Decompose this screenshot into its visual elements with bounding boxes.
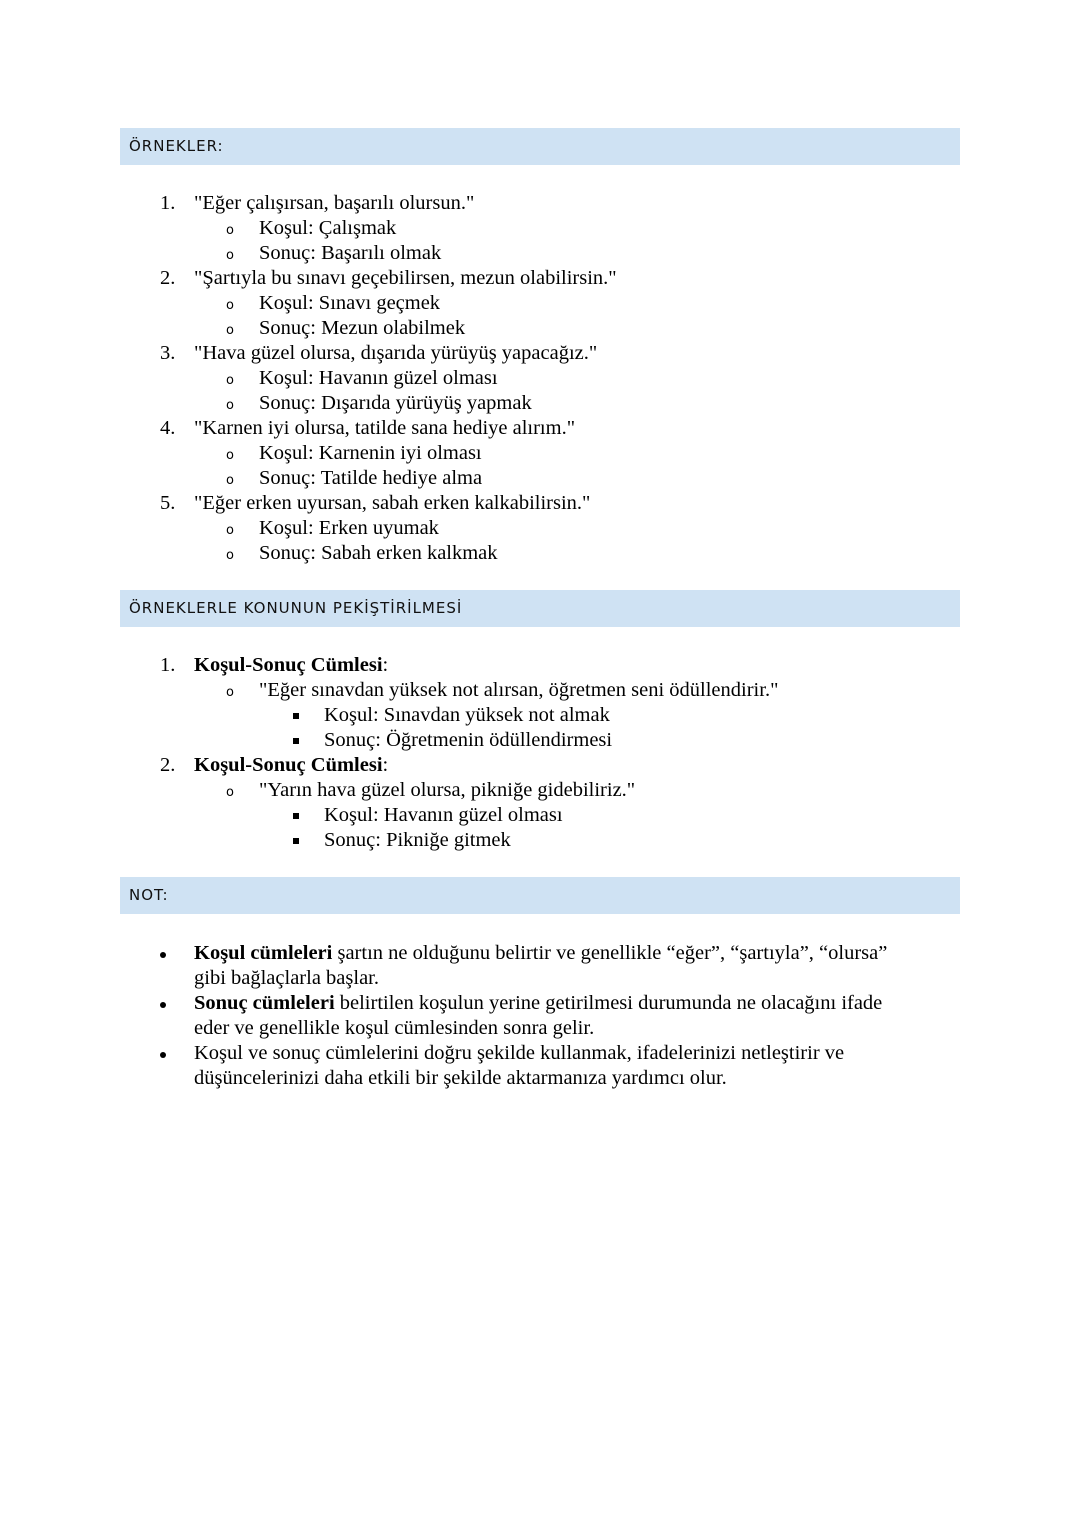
section-heading-not: NOT:	[120, 877, 960, 914]
list-item	[0, 491, 1080, 516]
item-number: 1.	[160, 192, 176, 214]
list-item: Sonuç cümleleri belirtilen koşulun yerine getirilmesi durumunda ne olacağını ifade	[0, 991, 1080, 1016]
section-heading-pekistirme: ÖRNEKLERLE KONUNUN PEKİŞTİRİLMESİ	[120, 590, 960, 627]
dot-bullet-icon	[160, 1002, 166, 1008]
sub-item-sonuc: o Sonuç: Mezun olabilmek	[0, 316, 1080, 341]
dot-bullet-icon	[160, 1052, 166, 1058]
example-sentence: "Şartıyla bu sınavı geçebilirsen, mezun olabilirsin."	[194, 267, 617, 289]
circle-bullet-icon: o	[226, 473, 234, 488]
list-item: Koşul cümleleri şartın ne olduğunu belirtir ve genellikle “eğer”, “şartıyla”, “olursa”	[0, 941, 1080, 966]
circle-bullet-icon: o	[226, 523, 234, 538]
example-sentence: "Hava güzel olursa, dışarıda yürüyüş yapacağız."	[194, 342, 598, 364]
item-number: 1.	[160, 654, 176, 676]
list-item	[0, 341, 1080, 366]
square-bullet-icon	[293, 813, 299, 819]
item-title: Koşul-Sonuç Cümlesi	[194, 654, 383, 676]
item-number: 4.	[160, 417, 176, 439]
circle-bullet-icon: o	[226, 223, 234, 238]
sub-item-sonuc: o Sonuç: Başarılı olmak	[0, 241, 1080, 266]
list-item: 2. Koşul-Sonuç Cümlesi:	[160, 754, 389, 776]
list-item: Koşul ve sonuç cümlelerini doğru şekilde kullanmak, ifadelerinizi netleştirir ve	[0, 1041, 1080, 1066]
list-item	[0, 266, 1080, 291]
example-sentence: "Eğer çalışırsan, başarılı olursun."	[194, 192, 475, 214]
notes-list	[0, 941, 1080, 1091]
item-number: 3.	[160, 342, 176, 364]
list-item-continuation: gibi bağlaçlarla başlar.	[194, 967, 379, 989]
square-bullet-icon	[293, 838, 299, 844]
circle-bullet-icon: o	[226, 548, 234, 563]
sub-item-sonuc: o Sonuç: Tatilde hediye alma	[0, 466, 1080, 491]
circle-bullet-icon: o	[226, 323, 234, 338]
examples-list	[0, 191, 1080, 566]
circle-bullet-icon: o	[226, 248, 234, 263]
circle-bullet-icon: o	[226, 298, 234, 313]
example-sentence: "Karnen iyi olursa, tatilde sana hediye alırım."	[194, 417, 576, 439]
circle-bullet-icon: o	[226, 785, 234, 800]
sub-item-sonuc: o Sonuç: Sabah erken kalkmak	[0, 541, 1080, 566]
sub-sub-item-kosul: Koşul: Sınavdan yüksek not almak	[0, 703, 1080, 728]
square-bullet-icon	[293, 738, 299, 744]
circle-bullet-icon: o	[226, 448, 234, 463]
square-bullet-icon	[293, 713, 299, 719]
dot-bullet-icon	[160, 952, 166, 958]
circle-bullet-icon: o	[226, 685, 234, 700]
list-item: 1. Koşul-Sonuç Cümlesi:	[160, 654, 389, 676]
list-item	[0, 416, 1080, 441]
list-item-continuation: eder ve genellikle koşul cümlesinden sonra gelir.	[194, 1017, 595, 1039]
list-item	[0, 191, 1080, 216]
sub-sub-item-sonuc: Sonuç: Pikniğe gitmek	[0, 828, 1080, 853]
sub-item-kosul: o Koşul: Havanın güzel olması	[0, 366, 1080, 391]
sub-sub-item-kosul: Koşul: Havanın güzel olması	[0, 803, 1080, 828]
sub-item-kosul: o Koşul: Karnenin iyi olması	[0, 441, 1080, 466]
example-sentence: "Eğer erken uyursan, sabah erken kalkabilirsin."	[194, 492, 591, 514]
sub-item-kosul: o Koşul: Sınavı geçmek	[0, 291, 1080, 316]
sub-item-sonuc: o Sonuç: Dışarıda yürüyüş yapmak	[0, 391, 1080, 416]
sub-item-sentence: o "Eğer sınavdan yüksek not alırsan, öğretmen seni ödüllendirir."	[0, 678, 1080, 703]
list-item-continuation: düşüncelerinizi daha etkili bir şekilde aktarmanıza yardımcı olur.	[194, 1067, 727, 1089]
item-number: 2.	[160, 267, 176, 289]
reinforcement-list	[0, 653, 1080, 853]
section-heading-ornekler: ÖRNEKLER:	[120, 128, 960, 165]
sub-sub-item-sonuc: Sonuç: Öğretmenin ödüllendirmesi	[0, 728, 1080, 753]
item-number: 5.	[160, 492, 176, 514]
sub-item-kosul: o Koşul: Erken uyumak	[0, 516, 1080, 541]
sub-item-kosul: o Koşul: Çalışmak	[0, 216, 1080, 241]
circle-bullet-icon: o	[226, 398, 234, 413]
item-number: 2.	[160, 754, 176, 776]
item-title: Koşul-Sonuç Cümlesi	[194, 754, 383, 776]
sub-item-sentence: o "Yarın hava güzel olursa, pikniğe gidebiliriz."	[0, 778, 1080, 803]
circle-bullet-icon: o	[226, 373, 234, 388]
